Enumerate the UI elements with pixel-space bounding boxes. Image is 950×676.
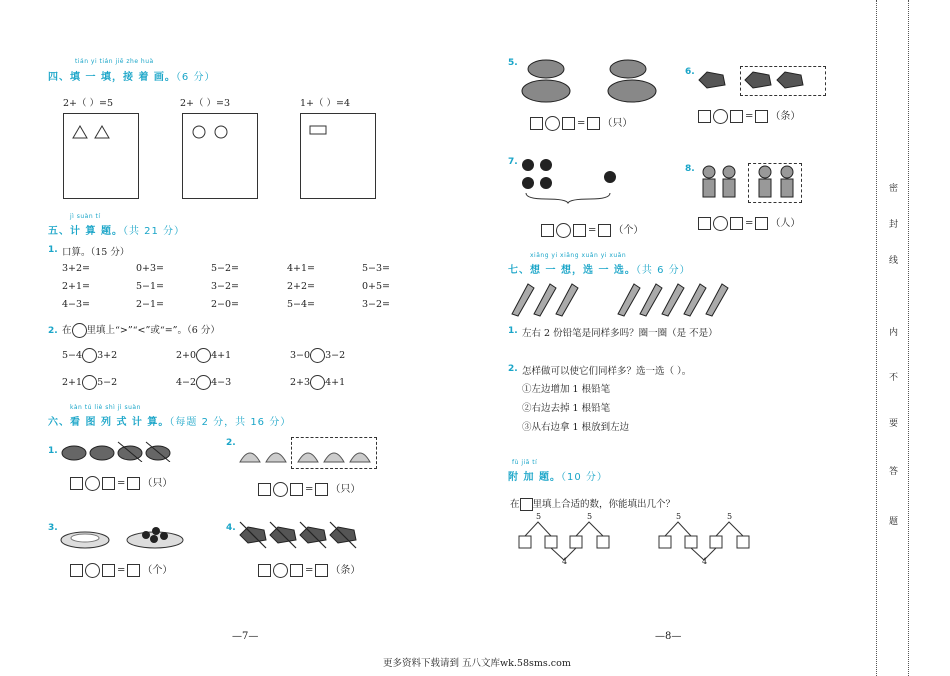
operator-circle[interactable] xyxy=(713,216,728,231)
s7-option-1: ①左边增加 1 根铅笔 xyxy=(522,384,611,395)
tree2-top-left: 5 xyxy=(676,512,682,521)
sidebar-char: 题 xyxy=(889,517,899,527)
page-number-right: —8— xyxy=(655,631,682,642)
binding-line-left xyxy=(876,0,877,676)
triangles-icon xyxy=(72,124,112,140)
compare-item xyxy=(290,375,345,390)
tree1-bottom: 4 xyxy=(562,557,568,566)
answer-box[interactable] xyxy=(70,477,83,490)
s7-pinyin: xiǎng yi xiǎng xuǎn yi xuǎn xyxy=(530,252,627,259)
compare-left: 4−2 xyxy=(176,377,197,388)
answer-box[interactable] xyxy=(258,564,271,577)
calc-item[interactable]: 2−0= xyxy=(211,299,240,310)
s5-q2-text: 在 里填上“>”“<”或“=”。（6 分） xyxy=(62,325,220,336)
compare-item xyxy=(62,375,117,390)
answer-box[interactable] xyxy=(755,110,768,123)
tree2-top-right: 5 xyxy=(727,512,733,521)
dashed-group-box xyxy=(740,66,826,96)
s7-title: 七、想 一 想，选 一 选。（共 6 分） xyxy=(508,265,691,276)
s6-item2-num: 2. xyxy=(226,438,236,448)
s4-eq-1: 2+（ ）=5 xyxy=(63,98,114,109)
turtle-icon xyxy=(518,55,668,105)
tree1-top-left: 5 xyxy=(536,512,542,521)
s7-q1-text: 左右 2 份铅笔是同样多吗？圈一圈（是 不是） xyxy=(522,328,718,339)
sidebar-char: 答 xyxy=(889,467,899,477)
pencils-icon xyxy=(510,282,740,318)
bonus-title: 附 加 题。（10 分） xyxy=(508,472,608,483)
s6-pinyin: kàn tú liè shì jì suàn xyxy=(70,404,141,411)
calc-item[interactable]: 3−2= xyxy=(362,299,391,310)
s5-q2-num: 2. xyxy=(48,326,58,336)
plate-icon xyxy=(60,522,190,550)
r-item5-eq: = （只） xyxy=(530,114,634,131)
answer-box[interactable] xyxy=(102,477,115,490)
compare-right: 4+1 xyxy=(211,350,232,361)
operator-circle[interactable] xyxy=(85,476,100,491)
compare-circle[interactable] xyxy=(310,375,325,390)
sidebar-char: 要 xyxy=(889,419,899,429)
r-item6-num: 6. xyxy=(685,67,695,77)
sidebar-char: 不 xyxy=(889,373,899,383)
operator-circle[interactable] xyxy=(556,223,571,238)
drawing-box-1[interactable] xyxy=(63,113,139,199)
s6-item1-eq: = （只） xyxy=(70,474,174,491)
answer-box[interactable] xyxy=(290,564,303,577)
compare-circle[interactable] xyxy=(196,348,211,363)
compare-item xyxy=(62,348,117,363)
answer-box[interactable] xyxy=(127,477,140,490)
s6-item4-num: 4. xyxy=(226,523,236,533)
s4-eq-2: 2+（ ）=3 xyxy=(180,98,231,109)
calc-item[interactable]: 2+1= xyxy=(62,281,91,292)
compare-left: 3−0 xyxy=(290,350,311,361)
s7-q1-num: 1. xyxy=(508,326,518,336)
compare-left: 2+3 xyxy=(290,377,311,388)
s7-q2-num: 2. xyxy=(508,364,518,374)
answer-box[interactable] xyxy=(587,117,600,130)
tree2-bottom: 4 xyxy=(702,557,708,566)
crab-icon xyxy=(60,440,172,462)
s5-q1-num: 1. xyxy=(48,245,58,255)
s6-item1-num: 1. xyxy=(48,446,58,456)
s4-eq-3: 1+（ ）=4 xyxy=(300,98,351,109)
answer-box[interactable] xyxy=(698,217,711,230)
compare-right: 3−2 xyxy=(325,350,346,361)
drawing-box-3[interactable] xyxy=(300,113,376,199)
s7-q2-text: 怎样做可以使它们同样多？选一选（ ）。 xyxy=(522,366,692,377)
drawing-box-2[interactable] xyxy=(182,113,258,199)
page-number-left: —7— xyxy=(232,631,259,642)
calc-item[interactable]: 2+2= xyxy=(287,281,316,292)
answer-box[interactable] xyxy=(290,483,303,496)
compare-right: 4+1 xyxy=(325,377,346,388)
s7-option-2: ②右边去掉 1 根铅笔 xyxy=(522,403,611,414)
sidebar-char: 封 xyxy=(889,220,899,230)
compare-circle[interactable] xyxy=(82,348,97,363)
calc-item[interactable]: 3−2= xyxy=(211,281,240,292)
footer-text: 更多资料下载请到 五八文库wk.58sms.com xyxy=(383,658,571,669)
apple-icon xyxy=(518,155,628,205)
rectangle-icon xyxy=(309,124,329,136)
answer-box[interactable] xyxy=(730,110,743,123)
fish-icon xyxy=(238,520,363,550)
dashed-group-box xyxy=(291,437,377,469)
s6-title: 六、看 图 列 式 计 算。（每题 2 分，共 16 分） xyxy=(48,417,292,428)
answer-box[interactable] xyxy=(598,224,611,237)
compare-right: 4−3 xyxy=(211,377,232,388)
operator-circle[interactable] xyxy=(85,563,100,578)
r-item8-num: 8. xyxy=(685,164,695,174)
compare-left: 2+0 xyxy=(176,350,197,361)
compare-circle[interactable] xyxy=(82,375,97,390)
s5-pinyin: jì suàn tí xyxy=(70,213,101,220)
s6-item3-num: 3. xyxy=(48,523,58,533)
operator-circle[interactable] xyxy=(273,482,288,497)
compare-item xyxy=(290,348,345,363)
answer-box[interactable] xyxy=(315,564,328,577)
calc-item[interactable]: 0+3= xyxy=(136,263,165,274)
s4-title: 四、填 一 填，接 着 画。（6 分） xyxy=(48,72,216,83)
compare-circle[interactable] xyxy=(196,375,211,390)
compare-item xyxy=(176,348,231,363)
answer-box[interactable] xyxy=(573,224,586,237)
calc-item[interactable]: 5−3= xyxy=(362,263,391,274)
calc-item[interactable]: 4−3= xyxy=(62,299,91,310)
compare-item xyxy=(176,375,231,390)
answer-box[interactable] xyxy=(755,217,768,230)
compare-left: 2+1 xyxy=(62,377,83,388)
bonus-pinyin: fù jiā tí xyxy=(512,459,538,466)
s6-item2-eq: = （只） xyxy=(258,480,362,497)
s5-title: 五、计 算 题。（共 21 分） xyxy=(48,226,186,237)
compare-circle[interactable] xyxy=(310,348,325,363)
answer-box[interactable] xyxy=(530,117,543,130)
calc-item[interactable]: 4+1= xyxy=(287,263,316,274)
compare-left: 5−4 xyxy=(62,350,83,361)
answer-box[interactable] xyxy=(70,564,83,577)
answer-box[interactable] xyxy=(730,217,743,230)
r-item6-eq: = （条） xyxy=(698,107,802,124)
s6-item4-eq: = （条） xyxy=(258,561,362,578)
s7-option-3: ③从右边拿 1 根放到左边 xyxy=(522,422,630,433)
tree1-top-right: 5 xyxy=(587,512,593,521)
binding-line-right xyxy=(908,0,909,676)
operator-circle[interactable] xyxy=(545,116,560,131)
sidebar-char: 密 xyxy=(889,184,899,194)
sidebar-char: 内 xyxy=(889,328,899,338)
answer-box[interactable] xyxy=(541,224,554,237)
answer-box[interactable] xyxy=(562,117,575,130)
sidebar-char: 线 xyxy=(889,256,899,266)
answer-box[interactable] xyxy=(698,110,711,123)
operator-circle[interactable] xyxy=(273,563,288,578)
circle-sample xyxy=(72,323,87,338)
answer-box[interactable] xyxy=(102,564,115,577)
r-item7-num: 7. xyxy=(508,157,518,167)
operator-circle[interactable] xyxy=(713,109,728,124)
compare-right: 3+2 xyxy=(97,350,118,361)
s4-pinyin: tián yi tián jiē zhe huà xyxy=(75,58,154,65)
answer-box[interactable] xyxy=(315,483,328,496)
calc-item[interactable]: 5−2= xyxy=(211,263,240,274)
bonus-text: 在 里填上合适的数，你能填出几个？ xyxy=(510,499,676,510)
answer-box[interactable] xyxy=(258,483,271,496)
circles-icon xyxy=(191,124,231,140)
box-sample xyxy=(520,498,533,511)
s5-q1-text: 口算。（15 分） xyxy=(62,247,130,258)
calc-item[interactable]: 5−1= xyxy=(136,281,165,292)
calc-item[interactable]: 0+5= xyxy=(362,281,391,292)
calc-item[interactable]: 3+2= xyxy=(62,263,91,274)
r-item8-eq: = （人） xyxy=(698,214,802,231)
answer-box[interactable] xyxy=(127,564,140,577)
s6-item3-eq: = （个） xyxy=(70,561,174,578)
calc-item[interactable]: 5−4= xyxy=(287,299,316,310)
dashed-group-box xyxy=(748,163,802,203)
r-item5-num: 5. xyxy=(508,58,518,68)
compare-right: 5−2 xyxy=(97,377,118,388)
r-item7-eq: = （个） xyxy=(541,221,645,238)
calc-item[interactable]: 2−1= xyxy=(136,299,165,310)
